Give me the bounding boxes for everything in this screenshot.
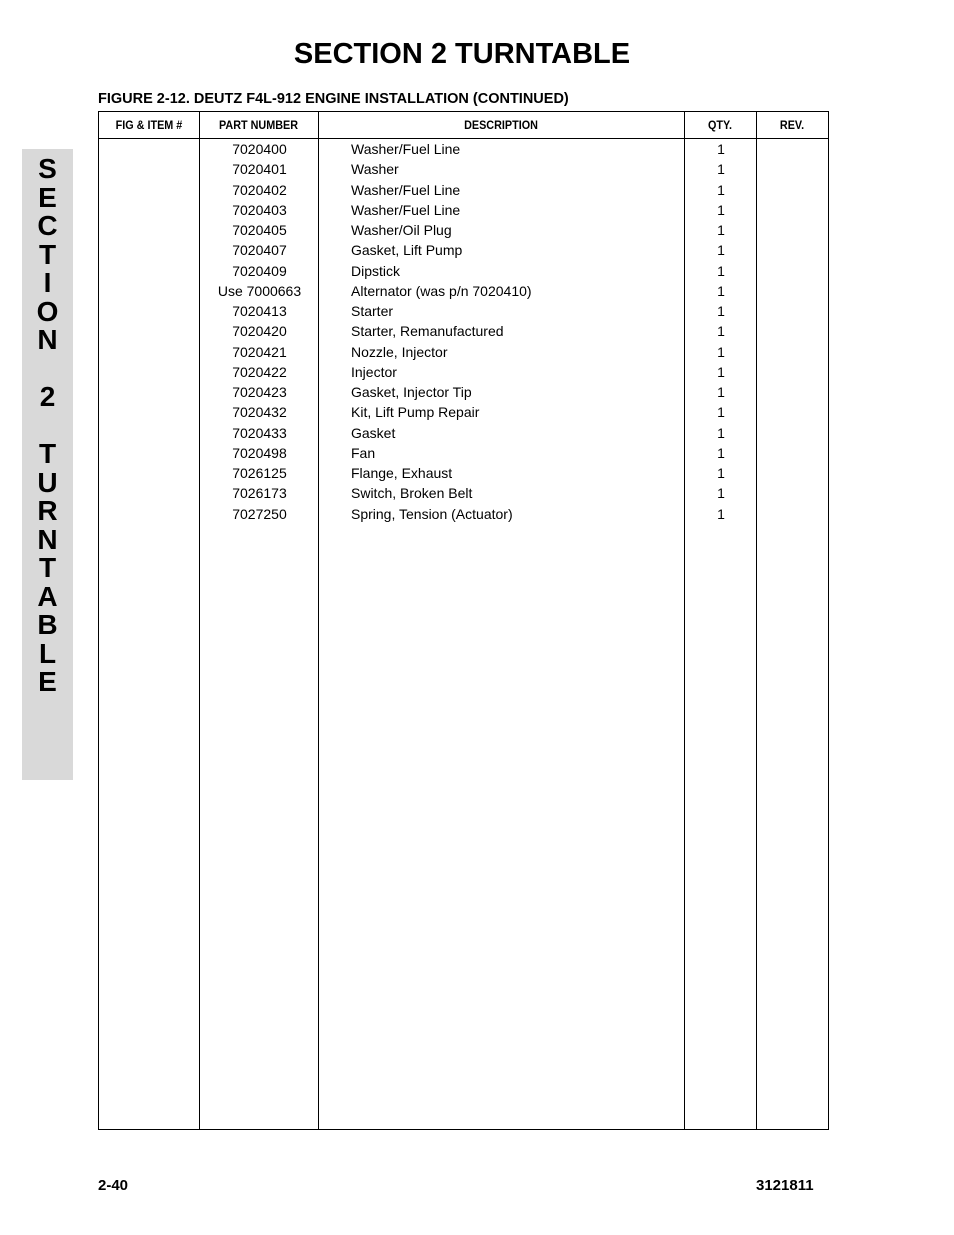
description-cell: Washer/Oil Plug	[351, 222, 452, 238]
qty-cell: 1	[717, 424, 725, 441]
side-tab-letter: T	[38, 438, 57, 469]
table-row	[99, 504, 828, 524]
table-row	[99, 463, 828, 483]
side-tab-letter: O	[36, 295, 59, 327]
side-tab-letter: S	[38, 153, 57, 184]
part-number-cell: 7020402	[232, 181, 287, 198]
description-cell: Washer/Fuel Line	[351, 141, 461, 157]
header-fig-item: FIG & ITEM #	[115, 118, 183, 132]
parts-table	[98, 111, 829, 1130]
side-tab-letter: L	[38, 637, 57, 669]
table-row	[99, 321, 828, 341]
description-cell: Fan	[351, 444, 376, 461]
table-row	[99, 362, 828, 382]
part-number-cell: 7020433	[232, 424, 287, 441]
table-row	[99, 200, 828, 220]
part-number-cell: Use 7000663	[217, 282, 302, 299]
qty-cell: 1	[717, 505, 725, 522]
qty-cell: 1	[717, 242, 725, 259]
section-side-tab	[22, 149, 73, 780]
qty-cell: 1	[717, 343, 725, 360]
table-row	[99, 180, 828, 200]
part-number-cell: 7020401	[232, 161, 287, 178]
side-tab-letter: N	[37, 324, 58, 355]
description-cell: Alternator (was p/n 7020410)	[351, 282, 532, 299]
description-cell: Dipstick	[351, 262, 401, 279]
table-row	[99, 220, 828, 240]
header-part-number: PART NUMBER	[218, 118, 299, 132]
part-number-cell: 7020420	[232, 323, 287, 340]
side-tab-letter	[22, 355, 73, 384]
side-tab-letter: A	[37, 580, 58, 612]
qty-cell: 1	[717, 262, 725, 279]
part-number-cell: 7027250	[232, 505, 287, 522]
qty-cell: 1	[717, 222, 725, 238]
table-row	[99, 423, 828, 443]
description-cell: Washer/Fuel Line	[351, 181, 461, 198]
side-tab-letter: T	[38, 238, 57, 270]
side-tab-letter: 2	[39, 381, 56, 412]
side-tab-letter: E	[38, 666, 57, 697]
table-row	[99, 402, 828, 422]
side-tab-letter: E	[38, 181, 57, 213]
description-cell: Injector	[351, 363, 397, 380]
qty-cell: 1	[717, 363, 725, 380]
table-row	[99, 483, 828, 503]
side-tab-letter: B	[37, 609, 58, 640]
part-number-cell: 7026125	[232, 465, 287, 481]
table-row	[99, 139, 828, 159]
qty-cell: 1	[717, 485, 725, 502]
header-rev: REV.	[779, 118, 805, 132]
side-tab-letter: R	[37, 495, 58, 526]
description-cell: Nozzle, Injector	[351, 343, 448, 360]
qty-cell: 1	[717, 282, 725, 299]
description-cell: Washer	[351, 161, 399, 178]
section-title: SECTION 2 TURNTABLE	[293, 38, 631, 70]
qty-cell: 1	[717, 303, 725, 319]
part-number-cell: 7020403	[232, 201, 287, 218]
part-number-cell: 7020413	[232, 303, 287, 319]
side-tab-letter: C	[37, 210, 58, 241]
part-number-cell: 7020432	[232, 404, 287, 421]
description-cell: Gasket, Lift Pump	[351, 242, 463, 259]
side-tab-letter: T	[38, 552, 57, 583]
description-cell: Switch, Broken Belt	[351, 485, 473, 502]
part-number-cell: 7020498	[232, 444, 287, 461]
header-qty: QTY.	[707, 118, 732, 132]
description-cell: Starter, Remanufactured	[351, 323, 504, 340]
side-tab-letter: I	[43, 267, 52, 298]
qty-cell: 1	[717, 323, 725, 340]
description-cell: Starter	[351, 303, 394, 319]
table-row	[99, 261, 828, 281]
qty-cell: 1	[717, 181, 725, 198]
description-cell: Gasket, Injector Tip	[351, 384, 472, 400]
description-cell: Washer/Fuel Line	[351, 201, 461, 218]
qty-cell: 1	[717, 161, 725, 178]
description-cell: Kit, Lift Pump Repair	[351, 404, 480, 421]
qty-cell: 1	[717, 465, 725, 481]
part-number-cell: 7026173	[232, 485, 287, 502]
page-number: 2-40	[98, 1177, 129, 1194]
table-row	[99, 342, 828, 362]
part-number-cell: 7020422	[232, 363, 287, 380]
description-cell: Spring, Tension (Actuator)	[351, 505, 513, 522]
figure-title: FIGURE 2-12. DEUTZ F4L-912 ENGINE INSTALLATION (CONTINUED)	[98, 91, 569, 107]
document-number: 3121811	[756, 1177, 814, 1194]
description-cell: Gasket	[351, 424, 396, 441]
table-row	[99, 159, 828, 179]
table-header	[99, 112, 828, 139]
header-description: DESCRIPTION	[464, 118, 538, 132]
part-number-cell: 7020405	[232, 222, 287, 238]
part-number-cell: 7020421	[232, 343, 287, 360]
table-row	[99, 382, 828, 402]
side-tab-letter: U	[37, 466, 58, 498]
table-row	[99, 240, 828, 260]
side-tab-letter	[22, 412, 73, 441]
qty-cell: 1	[717, 444, 725, 461]
table-row	[99, 281, 828, 301]
description-cell: Flange, Exhaust	[351, 465, 453, 481]
qty-cell: 1	[717, 141, 725, 157]
part-number-cell: 7020400	[232, 141, 287, 157]
part-number-cell: 7020423	[232, 384, 287, 400]
table-row	[99, 443, 828, 463]
part-number-cell: 7020407	[232, 242, 287, 259]
side-tab-letter: N	[37, 523, 58, 555]
table-row	[99, 301, 828, 321]
qty-cell: 1	[717, 384, 725, 400]
qty-cell: 1	[717, 404, 725, 421]
part-number-cell: 7020409	[232, 262, 287, 279]
qty-cell: 1	[717, 201, 725, 218]
side-tab-letters	[22, 155, 73, 697]
